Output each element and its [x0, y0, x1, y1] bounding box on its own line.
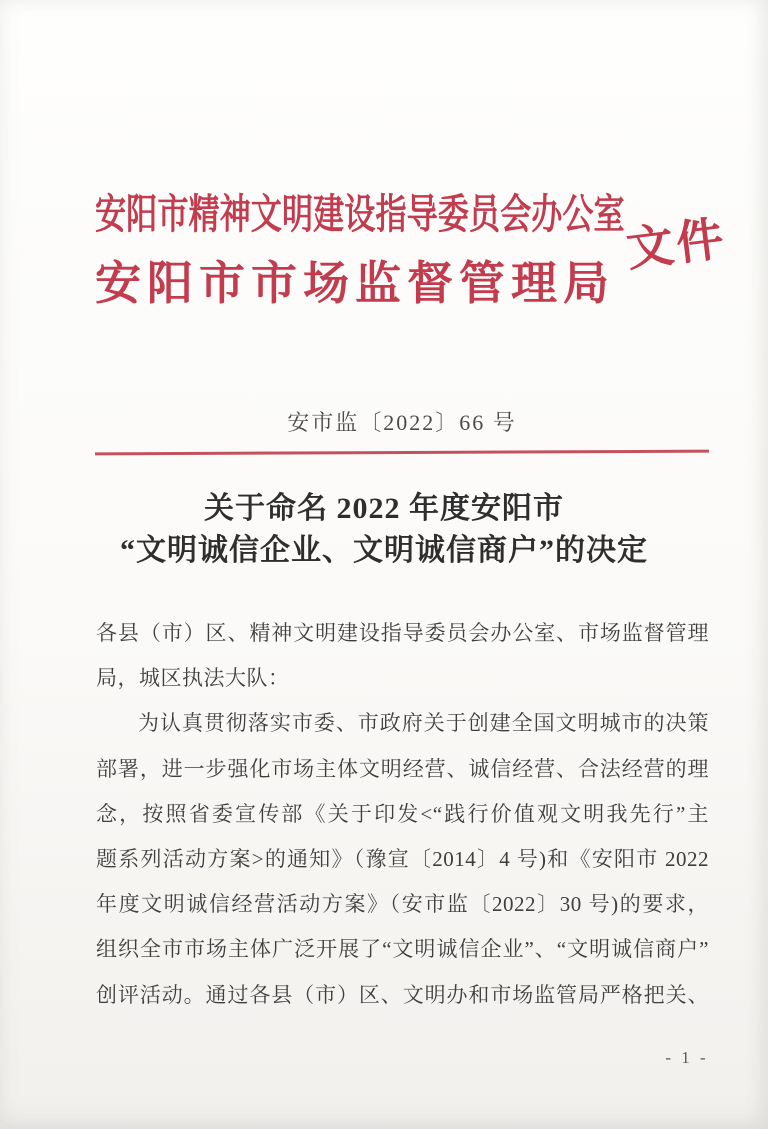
issuing-org-secondary: 安阳市市场监督管理局 — [95, 258, 615, 309]
issuing-org-primary-text: 安阳市精神文明建设指导委员会办公室 — [95, 191, 625, 237]
document-title — [0, 488, 768, 572]
document-type-label: 文件 — [623, 213, 730, 277]
document-body — [96, 611, 709, 1018]
body-line-paragraph-7: 创评活动。通过各县（市）区、文明办和市场监管局严格把关、 — [96, 982, 709, 1007]
document-reference-number: 安市监〔2022〕66 号 — [287, 410, 517, 435]
body-line-paragraph-1: 为认真贯彻落实市委、市政府关于创建全国文明城市的决策 — [138, 711, 709, 736]
body-line-paragraph-4: 题系列活动方案>的通知》（豫宣〔2014〕4 号)和《安阳市 2022 — [96, 847, 709, 872]
body-line-paragraph-3: 念，按照省委宣传部《关于印发<“践行价值观文明我先行”主 — [96, 801, 709, 826]
red-divider-line — [95, 450, 709, 455]
body-line-salutation-1: 各县（市）区、精神文明建设指导委员会办公室、市场监督管理 — [96, 621, 709, 645]
page-number: - 1 - — [665, 1048, 709, 1067]
body-line-paragraph-6: 组织全市市场主体广泛开展了“文明诚信企业”、“文明诚信商户” — [96, 937, 709, 962]
document-title-line-1: 关于命名 2022 年度安阳市 — [204, 492, 564, 525]
document-title-line-2: “文明诚信企业、文明诚信商户”的决定 — [120, 534, 648, 567]
body-line-paragraph-5: 年度文明诚信经营活动方案》（安市监〔2022〕30 号)的要求， — [96, 892, 709, 917]
body-line-salutation-2: 局，城区执法大队： — [96, 666, 290, 691]
body-line-paragraph-2: 部署，进一步强化市场主体文明经营、诚信经营、合法经营的理 — [96, 756, 709, 781]
